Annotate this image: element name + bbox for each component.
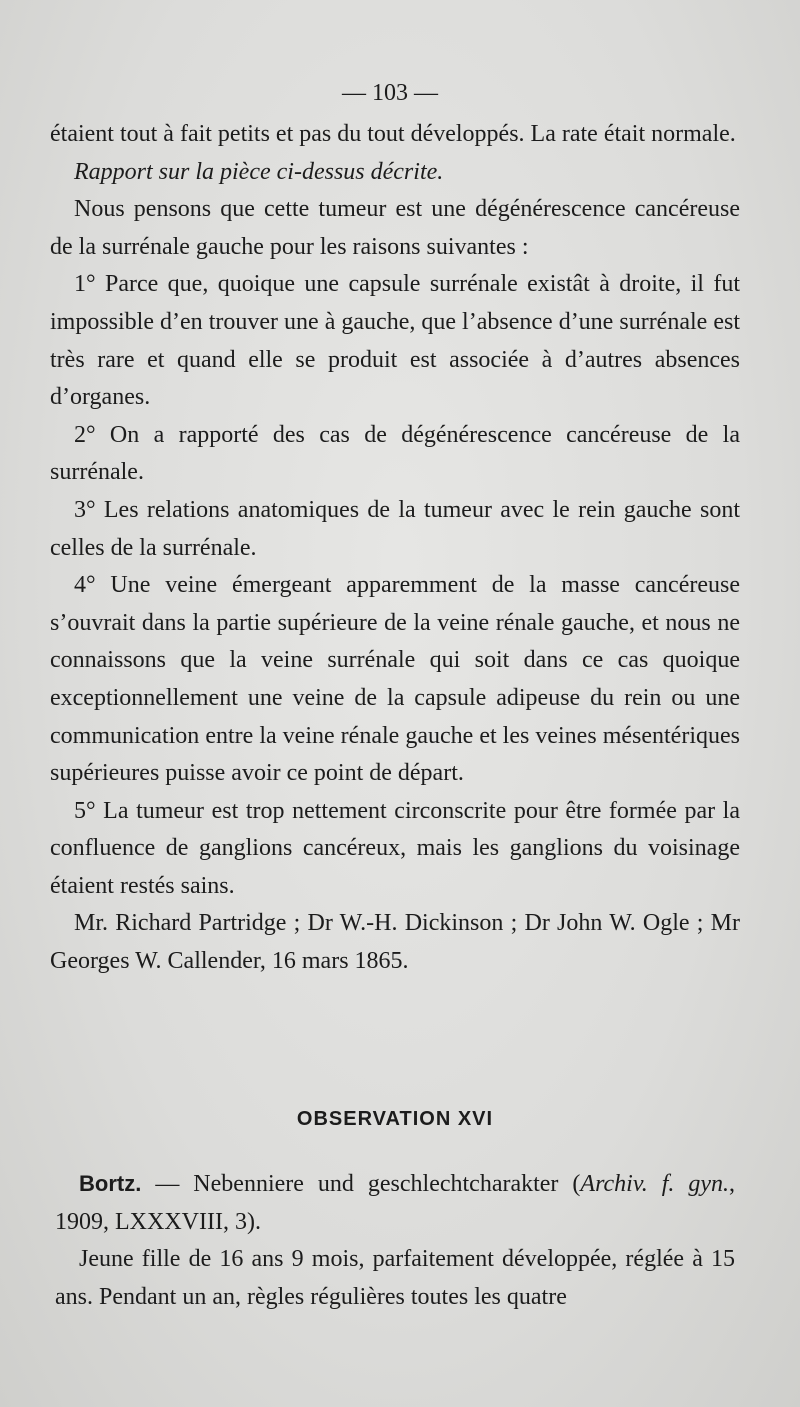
section-heading: OBSERVATION XVI [296,1108,494,1130]
paragraph-reason-5: 5° La tumeur est trop nettement circonscrite pour être formée par la confluence de ganglions cancéreux, mais les ganglions du voisinage étaient restés sains. [50,797,740,899]
paragraph-continued: étaient tout à fait petits et pas du tout développés. La rate était normale. [50,121,736,147]
paragraph-case: Jeune fille de 16 ans 9 mois, parfaitement développée, réglée à 15 ans. Pendant un an, règles régulières toutes les quatre [55,1246,735,1310]
text-block-main [50,116,740,981]
paragraph-report-title: Rapport sur la pièce ci-dessus décrite. [74,158,444,185]
paragraph-reason-4: 4° Une veine émergeant apparemment de la masse cancéreuse s’ouvrait dans la partie supérieure de la veine rénale gauche, et nous ne connaissons que la veine surrénale qui soit dans ce cas quoique exceptionnellement une veine de la capsule adipeuse du rein ou une communication entre la veine rénale gauche et les veines mésentériques supérieures puisse avoir ce point de départ. [50,572,740,787]
paragraph-reason-2: 2° On a rapporté des cas de dégénérescence cancéreuse de la surrénale. [50,421,740,486]
page-number: — 103 — [342,80,438,106]
paragraph-reason-3: 3° Les relations anatomiques de la tumeur avec le rein gauche sont celles de la surrénale. [50,496,740,561]
text-block-observation [55,1165,735,1316]
reference-citation [55,1165,735,1241]
reference-details: , 1909, LXXXVIII, 3). [55,1171,736,1235]
paragraph-intro: Nous pensons que cette tumeur est une dégénérescence cancéreuse de la surrénale gauche pour les raisons suivantes : [50,196,740,260]
reference-title: — Nebenniere und geschlechtcharakter ( [141,1171,581,1197]
reference-author: Bortz. [79,1171,142,1196]
paragraph-reason-1: 1° Parce que, quoique une capsule surrénale existât à droite, il fut impossible d’en trouver une à gauche, que l’absence d’une surrénale est très rare et quand elle se produit est associée à d’autres absences d’organes. [50,271,740,411]
paragraph-signatories: Mr. Richard Partridge ; Dr W.-H. Dickinson ; Dr John W. Ogle ; Mr Georges W. Callender, 16 mars 1865. [50,910,740,975]
reference-journal: Archiv. f. gyn. [580,1171,730,1197]
